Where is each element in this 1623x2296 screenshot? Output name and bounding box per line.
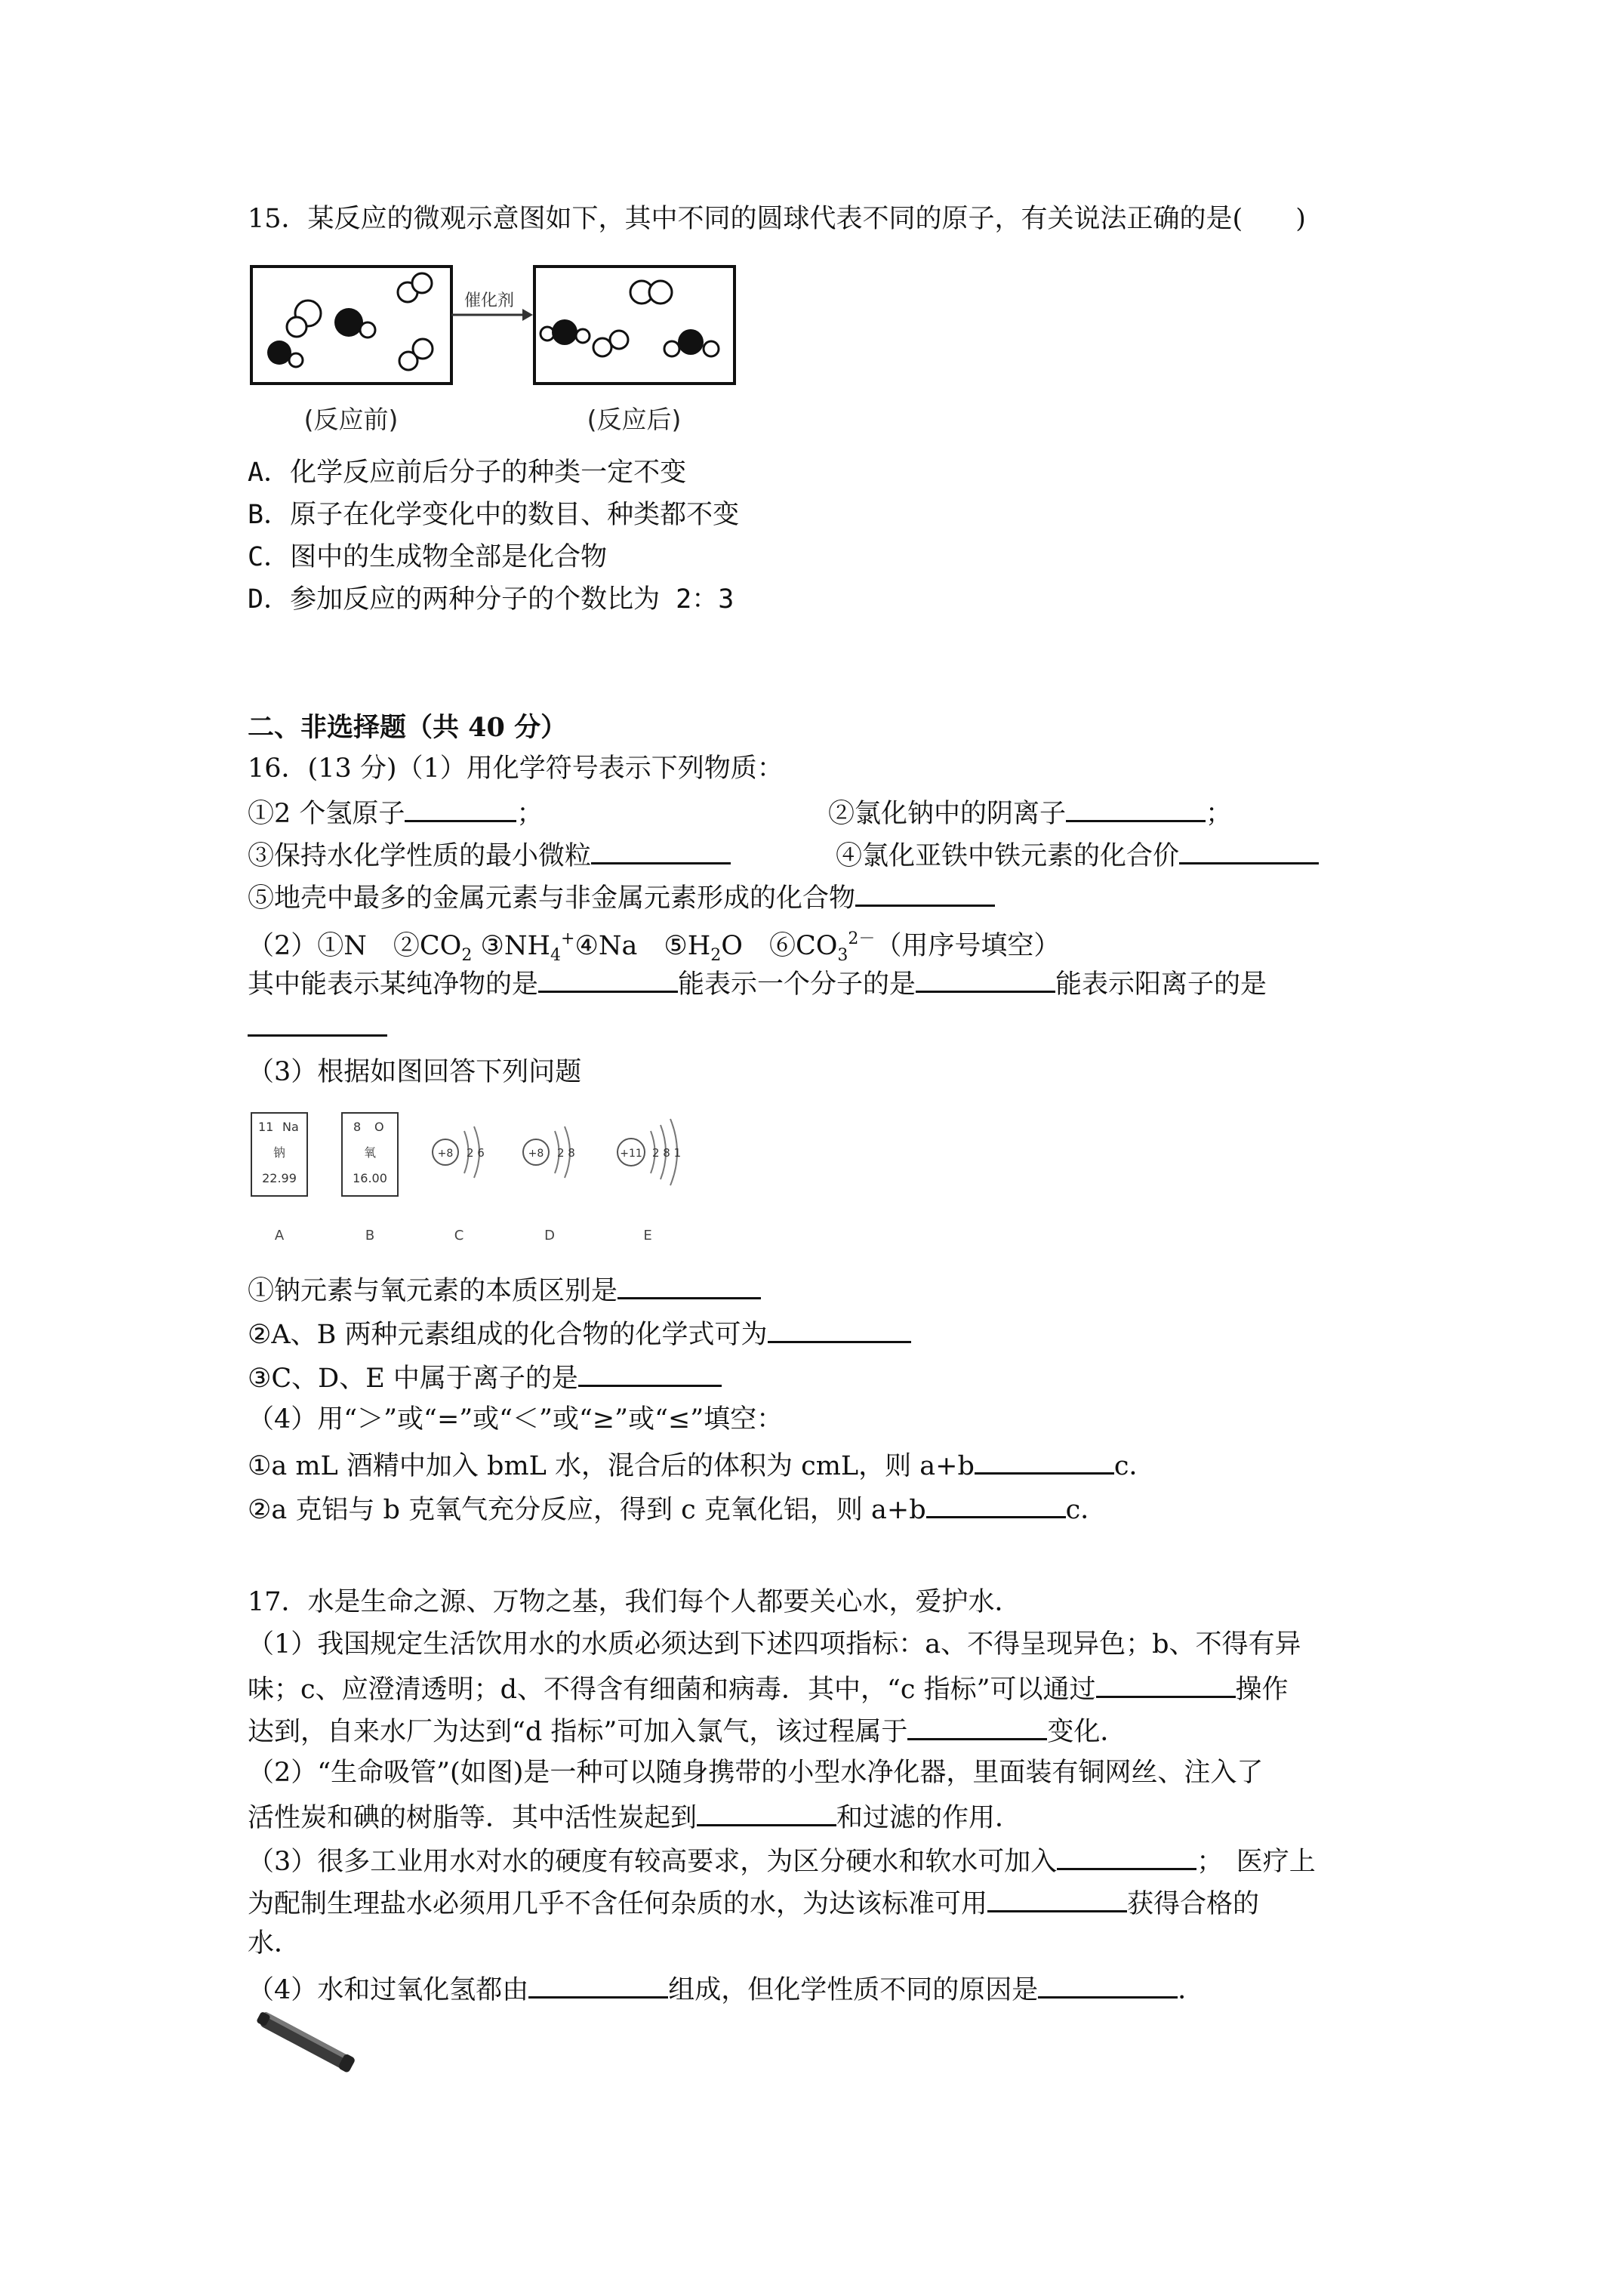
q16-p4-b: ②a 克铝与 b 克氧气充分反应，得到 c 克氧化铝，则 a+b [248, 1495, 926, 1525]
answer-blank[interactable] [1066, 794, 1206, 822]
q17-p2-l1: （2）“生命吸管”(如图)是一种可以随身携带的小型水净化器，里面装有铜网丝、注入了 [248, 1758, 1264, 1788]
nucleus-charge: +8 [437, 1148, 454, 1160]
punct: c． [1065, 1495, 1107, 1525]
answer-blank[interactable] [591, 837, 731, 864]
figure-label: D [544, 1228, 555, 1244]
q15-option-a: A．化学反应前后分子的种类一定不变 [248, 458, 687, 488]
atom [552, 319, 577, 345]
q15-stem: 15．某反应的微观示意图如下，其中不同的圆球代表不同的原子，有关说法正确的是( ) [248, 204, 1306, 234]
q16-p2-q-c: 能表示阳离子的是 [1055, 969, 1267, 1000]
atom [664, 341, 679, 356]
atom [412, 273, 432, 293]
q17-p1-l3 [248, 1712, 1126, 1749]
atom [593, 338, 611, 356]
answer-blank[interactable] [405, 794, 516, 822]
atom [289, 353, 303, 367]
figure-label: E [643, 1228, 652, 1244]
answer-blank[interactable] [538, 965, 678, 993]
atom [267, 341, 291, 365]
element-mass: 22.99 [262, 1171, 297, 1185]
electron-shells: 2 6 [467, 1146, 485, 1160]
figure-label: C [454, 1228, 464, 1244]
q16-p2-q-a: 其中能表示某纯净物的是 [248, 969, 539, 1000]
text: 活性炭和碘的树脂等．其中活性炭起到 [248, 1803, 698, 1833]
atom [334, 308, 363, 337]
q16-p3-c: ③C、D、E 中属于离子的是 [248, 1364, 578, 1394]
atom [287, 317, 306, 337]
punct: ； [516, 799, 544, 829]
q17-stem: 17．水是生命之源、万物之基，我们每个人都要关心水，爱护水． [248, 1587, 1021, 1617]
nucleus-charge: +8 [528, 1148, 544, 1160]
answer-blank[interactable] [907, 1712, 1047, 1740]
q16-p1-d: ④氯化亚铁中铁元素的化合价 [836, 841, 1180, 871]
figure-label: A [274, 1228, 285, 1244]
superscript: + [561, 929, 575, 948]
answer-blank[interactable] [855, 879, 995, 907]
atom [649, 281, 672, 304]
q17-p2-l2 [248, 1798, 1021, 1835]
figure-label: B [365, 1228, 375, 1244]
nucleus-charge: +11 [620, 1148, 642, 1160]
symbol-text: ④Na ⑤H [574, 931, 711, 961]
element-number: 11 [258, 1120, 274, 1134]
element-symbol: Na [282, 1120, 299, 1134]
symbol-text: O ⑥CO [721, 931, 838, 961]
q17-p1-l1: （1）我国规定生活饮用水的水质必须达到下述四项指标：a、不得呈现异色；b、不得有异 [248, 1629, 1301, 1660]
q16-p1-a: ①2 个氢原子 [248, 799, 405, 829]
element-mass: 16.00 [353, 1171, 387, 1185]
element-name: 钠 [273, 1145, 286, 1160]
section-title: 二、非选择题（共 40 分） [248, 712, 568, 743]
atom [360, 322, 375, 337]
q16-p3-a: ①钠元素与氧元素的本质区别是 [248, 1276, 618, 1306]
q15-option-d: D．参加反应的两种分子的个数比为 2：3 [248, 584, 735, 615]
q17-p3-l1 [248, 1842, 1316, 1878]
atom [678, 329, 704, 355]
answer-blank[interactable] [768, 1315, 911, 1343]
superscript: 2－ [848, 929, 876, 948]
element-name: 氧 [363, 1145, 377, 1160]
answer-blank[interactable] [697, 1798, 836, 1826]
text: 获得合格的 [1127, 1889, 1260, 1919]
q16-p2-wrap [248, 1009, 387, 1045]
q16-p1-row1b [828, 794, 1232, 831]
q17-p4 [248, 1971, 1204, 2007]
answer-blank[interactable] [528, 1971, 668, 1999]
answer-blank[interactable] [1179, 837, 1319, 864]
element-number: 8 [353, 1120, 362, 1134]
q16-p1-head: 16．(13 分)（1）用化学符号表示下列物质： [248, 754, 784, 784]
q16-p3-a-row [248, 1271, 761, 1308]
text: （4）水和过氧化氢都由 [248, 1975, 529, 2005]
text: 达到，自来水厂为达到“d 指标”可加入氯气，该过程属于 [248, 1717, 908, 1747]
text: 操作 [1235, 1675, 1289, 1705]
answer-blank[interactable] [916, 965, 1055, 993]
subscript: 3 [837, 946, 848, 965]
atom [610, 331, 628, 349]
punct: c． [1113, 1451, 1156, 1481]
atom [576, 329, 590, 343]
reaction-diagram [249, 260, 747, 438]
q16-p4-a-row [248, 1447, 1156, 1483]
q16-p1-e: ⑤地壳中最多的金属元素与非金属元素形成的化合物 [248, 883, 856, 914]
subscript: 4 [550, 946, 562, 965]
q16-p1-row3 [248, 879, 995, 915]
subscript: 2 [461, 946, 473, 965]
answer-blank[interactable] [1096, 1670, 1236, 1698]
element-symbol: O [374, 1120, 384, 1134]
text: 为配制生理盐水必须用几乎不含任何杂质的水，为达该标准可用 [248, 1889, 988, 1919]
text: 和过滤的作用． [836, 1803, 1022, 1833]
q16-p1-b: ②氯化钠中的阴离子 [828, 799, 1067, 829]
q17-p3-l3: 水． [248, 1928, 301, 1959]
element-figure [248, 1110, 716, 1253]
q17-p3-l2 [248, 1885, 1259, 1921]
q15-option-c: C．图中的生成物全部是化合物 [248, 542, 608, 572]
atom [704, 341, 719, 356]
q15-option-b: B．原子在化学变化中的数目、种类都不变 [248, 500, 740, 530]
q16-p3-b: ②A、B 两种元素组成的化合物的化学式可为 [248, 1320, 768, 1350]
punct: ； [1206, 799, 1233, 829]
answer-blank[interactable] [1038, 1971, 1178, 1999]
text: ； 医疗上 [1196, 1847, 1316, 1877]
answer-blank[interactable] [578, 1359, 722, 1387]
answer-blank[interactable] [926, 1490, 1066, 1518]
text: （3）很多工业用水对水的硬度有较高要求，为区分硬水和软水可加入 [248, 1847, 1058, 1877]
catalyst-label: 催化剂 [463, 291, 515, 310]
q16-p4-head: （4）用“＞”或“=”或“＜”或“≥”或“≤”填空： [248, 1404, 784, 1435]
answer-blank[interactable] [248, 1009, 387, 1037]
electron-shells: 2 8 [557, 1146, 575, 1160]
q16-p3-head: （3）根据如图回答下列问题 [248, 1057, 582, 1087]
q16-p1-c: ③保持水化学性质的最小微粒 [248, 841, 592, 871]
q17-p1-l2 [248, 1670, 1289, 1706]
symbol-text: （2）①N ②CO [248, 931, 462, 961]
answer-blank[interactable] [975, 1447, 1114, 1475]
after-label: (反应后) [587, 405, 682, 434]
q16-p1-row2b [836, 837, 1319, 873]
q16-p4-a: ①a mL 酒精中加入 bmL 水，混合后的体积为 cmL，则 a+b [248, 1451, 975, 1481]
answer-blank[interactable] [987, 1885, 1127, 1912]
before-label: (反应前) [303, 405, 399, 434]
q16-p2-q-b: 能表示一个分子的是 [678, 969, 916, 1000]
text: ． [1178, 1975, 1205, 2005]
life-straw-image [249, 2008, 362, 2076]
q16-p1-row2 [248, 837, 731, 873]
electron-shells: 2 8 1 [652, 1146, 682, 1160]
text: 组成，但化学性质不同的原因是 [668, 1975, 1039, 2005]
q16-p2-questions [248, 965, 1267, 1001]
symbol-text: （用序号填空） [875, 931, 1061, 961]
subscript: 2 [710, 946, 722, 965]
atom [413, 339, 433, 359]
answer-blank[interactable] [1057, 1842, 1196, 1870]
q16-p4-b-row [248, 1490, 1107, 1527]
q16-p1-row1 [248, 794, 543, 831]
symbol-text: ③NH [472, 931, 551, 961]
q16-p3-c-row [248, 1359, 722, 1395]
text: 变化． [1047, 1717, 1127, 1747]
q16-p3-b-row [248, 1315, 911, 1351]
text: 味；c、应澄清透明；d、不得含有细菌和病毒．其中，“c 指标”可以通过 [248, 1675, 1096, 1705]
answer-blank[interactable] [617, 1271, 761, 1299]
